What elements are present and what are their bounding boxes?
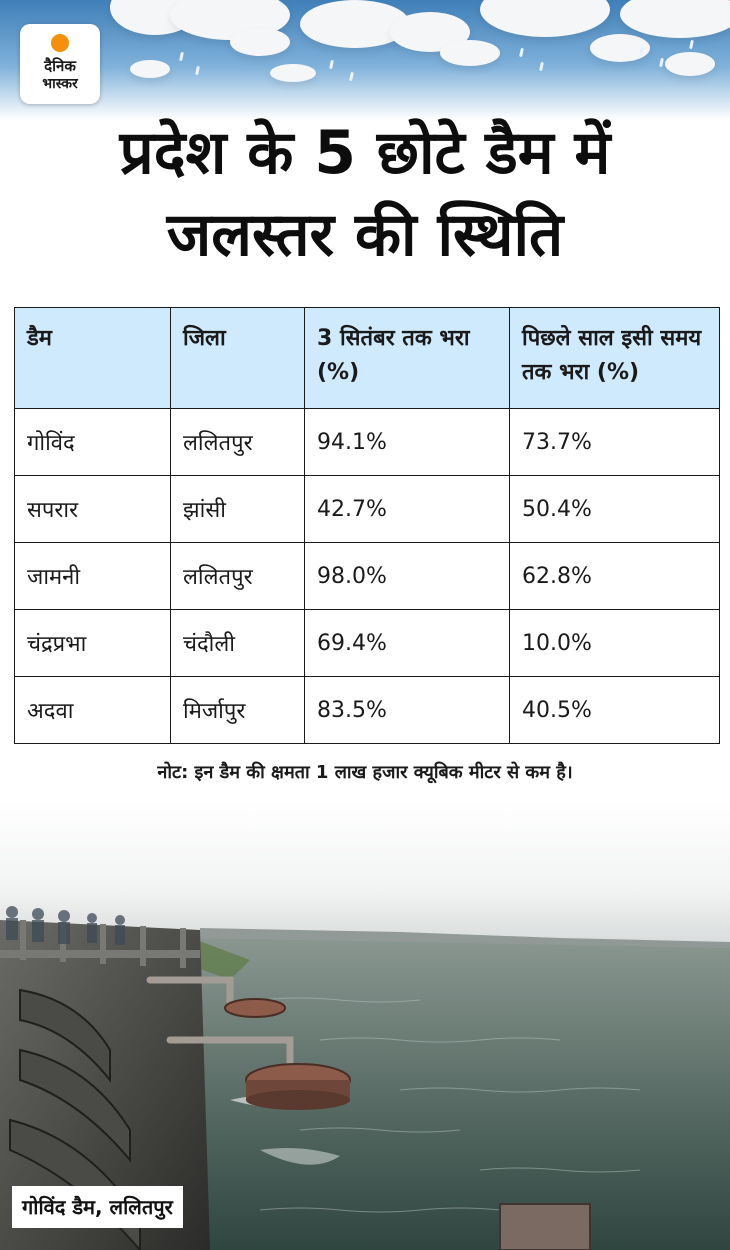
cell-last-year-percent: 73.7% bbox=[510, 409, 720, 476]
cell-dam: सपरार bbox=[15, 476, 171, 543]
cell-last-year-percent: 62.8% bbox=[510, 543, 720, 610]
cell-last-year-percent: 50.4% bbox=[510, 476, 720, 543]
table-row bbox=[15, 543, 720, 610]
cell-district: झांसी bbox=[171, 476, 305, 543]
cell-current-percent: 69.4% bbox=[305, 610, 510, 677]
table-row bbox=[15, 610, 720, 677]
table-row bbox=[15, 409, 720, 476]
table-header-row bbox=[15, 308, 720, 409]
logo-line-2: भास्कर bbox=[42, 76, 78, 92]
dainik-bhaskar-logo[interactable] bbox=[20, 24, 100, 104]
cell-dam: चंद्रप्रभा bbox=[15, 610, 171, 677]
cell-district: ललितपुर bbox=[171, 409, 305, 476]
table-row bbox=[15, 476, 720, 543]
logo-line-1: दैनिक bbox=[44, 57, 76, 75]
header-filled-till-sep-3: 3 सितंबर तक भरा (%) bbox=[305, 308, 510, 409]
title-line-1: प्रदेश के 5 छोटे डैम में bbox=[119, 118, 611, 188]
header-dam: डैम bbox=[15, 308, 171, 409]
cell-dam: गोविंद bbox=[15, 409, 171, 476]
sky-header-banner bbox=[0, 0, 730, 120]
cell-dam: अदवा bbox=[15, 677, 171, 744]
cell-last-year-percent: 10.0% bbox=[510, 610, 720, 677]
table-row bbox=[15, 677, 720, 744]
cell-current-percent: 98.0% bbox=[305, 543, 510, 610]
capacity-note: नोट: इन डैम की क्षमता 1 लाख हजार क्यूबिक मीटर से कम है। bbox=[157, 762, 573, 783]
cell-district: ललितपुर bbox=[171, 543, 305, 610]
photo-caption: गोविंद डैम, ललितपुर bbox=[12, 1186, 183, 1228]
cell-last-year-percent: 40.5% bbox=[510, 677, 720, 744]
sun-icon bbox=[51, 34, 69, 52]
cell-current-percent: 42.7% bbox=[305, 476, 510, 543]
cell-district: मिर्जापुर bbox=[171, 677, 305, 744]
cell-current-percent: 83.5% bbox=[305, 677, 510, 744]
cell-dam: जामनी bbox=[15, 543, 171, 610]
header-district: जिला bbox=[171, 308, 305, 409]
dam-photo bbox=[0, 800, 730, 1250]
cell-current-percent: 94.1% bbox=[305, 409, 510, 476]
page-title bbox=[0, 112, 730, 276]
title-line-2: जलस्तर की स्थिति bbox=[166, 200, 564, 270]
header-filled-last-year: पिछले साल इसी समय तक भरा (%) bbox=[510, 308, 720, 409]
dam-water-level-table bbox=[14, 307, 720, 744]
cell-district: चंदौली bbox=[171, 610, 305, 677]
